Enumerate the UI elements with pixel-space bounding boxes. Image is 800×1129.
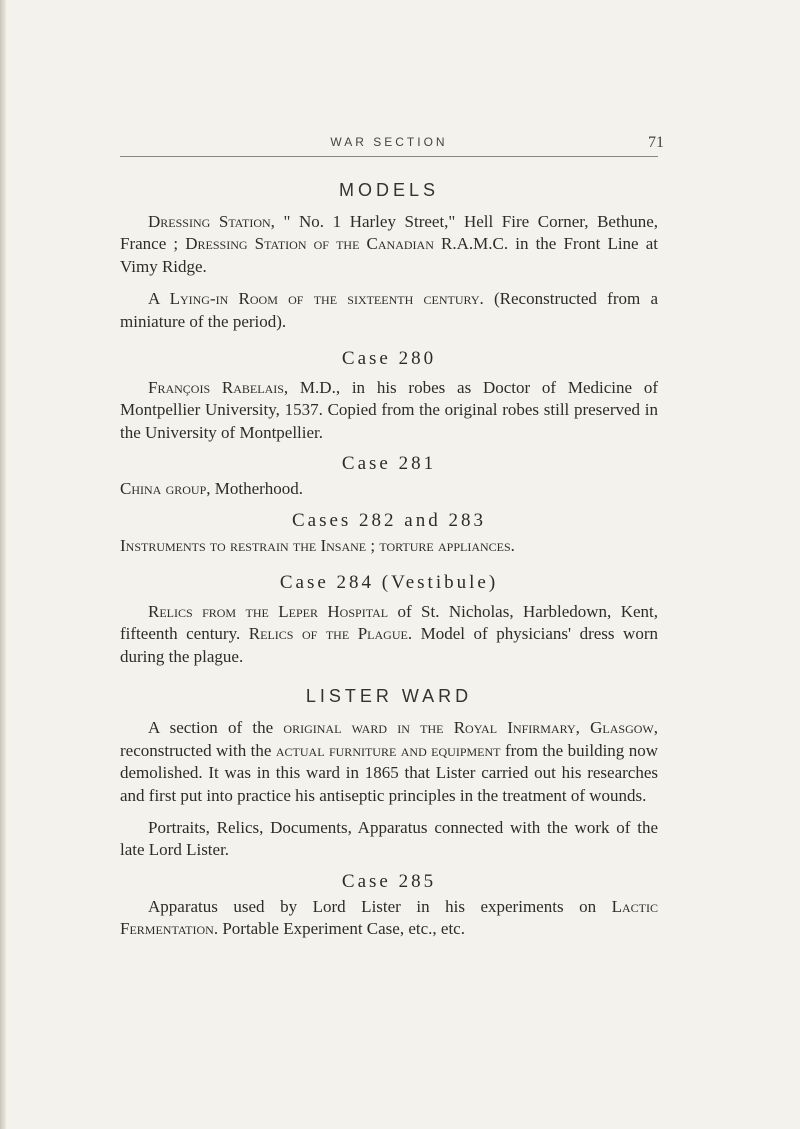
case-heading-284: Case 284 (Vestibule) xyxy=(279,572,499,594)
case-heading-282-283: Cases 282 and 283 xyxy=(291,509,486,531)
running-head xyxy=(120,134,664,155)
page-content xyxy=(120,180,658,941)
header-rule xyxy=(120,156,658,157)
case-heading-281: Case 281 xyxy=(341,453,437,475)
models-paragraph-2: A Lying-in Room of the sixteenth century. (Reconstructed from a miniature of the period). xyxy=(120,289,658,331)
lister-paragraph-2: Portraits, Relics, Documents, Apparatus connected with the work of the late Lord Lister. xyxy=(120,817,658,860)
page-edge xyxy=(0,0,6,1129)
case-285-paragraph: Apparatus used by Lord Lister in his experiments on Lactic Fermentation. Portable Experiment Case, etc., etc. xyxy=(120,896,658,939)
running-head-title: WAR SECTION xyxy=(330,135,448,149)
case-heading-285: Case 285 xyxy=(341,870,437,892)
section-heading-models: MODELS xyxy=(338,180,440,200)
case-280-paragraph: François Rabelais, M.D., in his robes as Doctor of Medicine of Montpellier University, 1537. Copied from the original robes still preserved in the University of Montpellier. xyxy=(120,378,658,442)
case-281-paragraph: China group, Motherhood. xyxy=(120,479,304,499)
section-heading-lister-ward: LISTER WARD xyxy=(305,686,473,707)
page-number: 71 xyxy=(648,134,664,151)
models-paragraph-1: Dressing Station, " No. 1 Harley Street," Hell Fire Corner, Bethune, France ; Dressing Station of the Canadian R.A.M.C. in the Front Line at Vimy Ridge. xyxy=(120,212,659,276)
case-heading-280: Case 280 xyxy=(341,348,437,370)
case-282-283-paragraph: Instruments to restrain the Insane ; torture appliances. xyxy=(120,535,515,555)
case-284-paragraph: Relics from the Leper Hospital of St. Nicholas, Harbledown, Kent, fifteenth century. Relics of the Plague. Model of physicians' dress worn during the plague. xyxy=(120,602,658,666)
lister-paragraph-1: A section of the original ward in the Royal Infirmary, Glasgow, reconstructed with the actual furniture and equipment from the building now demolished. It was in this ward in 1865 that Lister carried out his researches and first put into practice his antiseptic principles in the treatment of wounds. xyxy=(120,718,659,805)
